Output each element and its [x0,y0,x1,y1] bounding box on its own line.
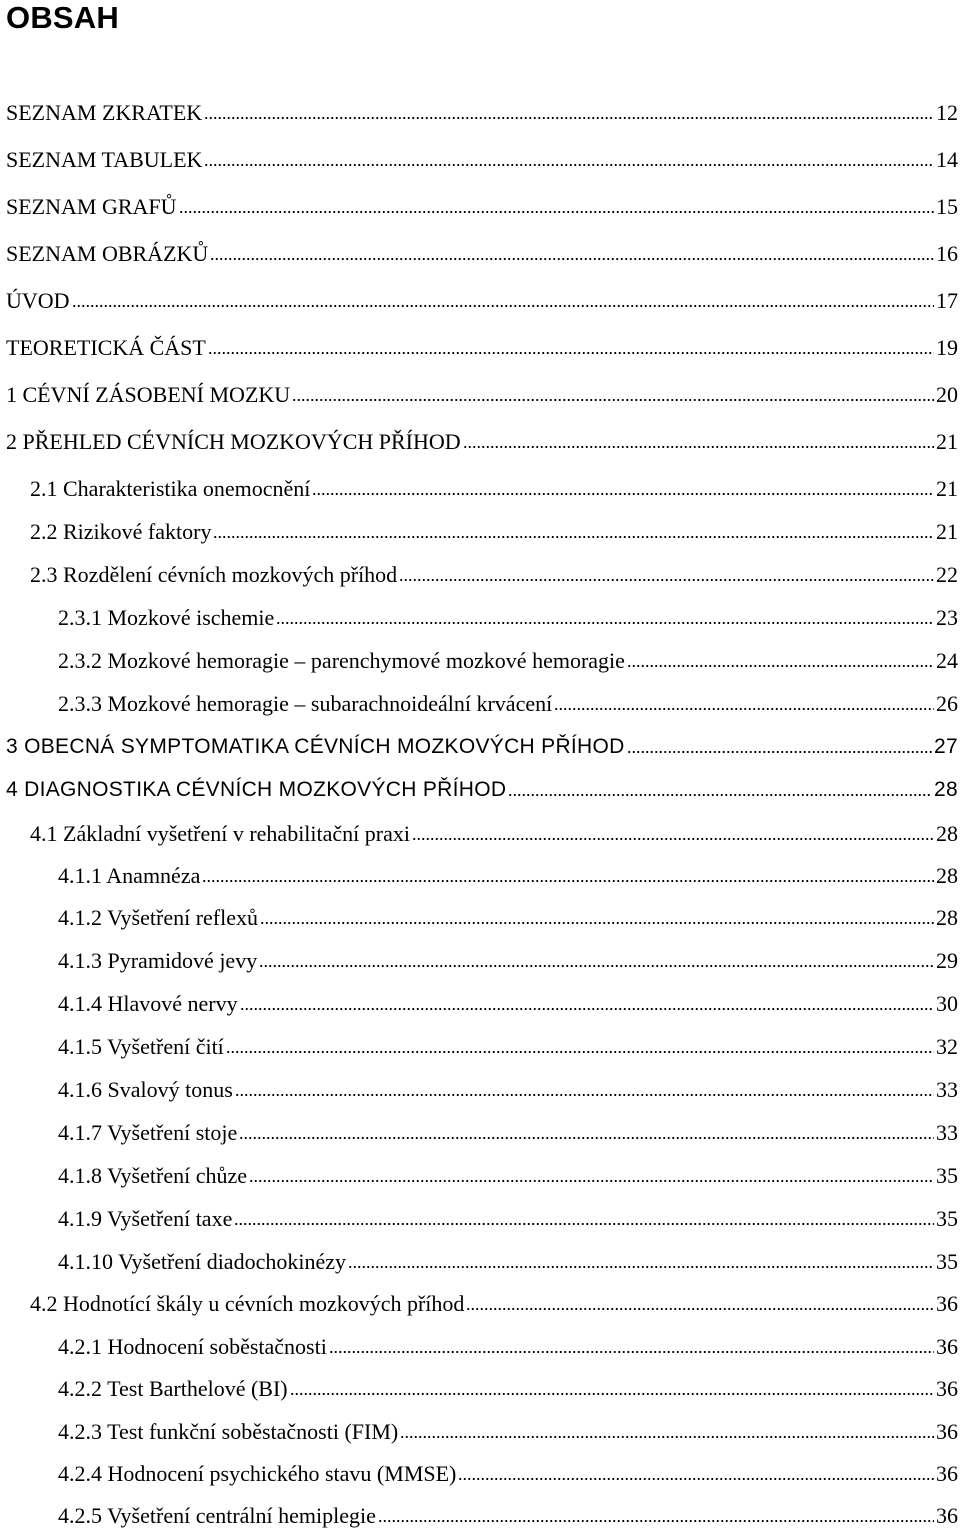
toc-entry[interactable] [58,1033,960,1061]
toc-entry[interactable] [6,428,960,456]
toc-page-number: 27 [934,735,958,758]
toc-entry-label: 2.3.1 Mozkové ischemie [58,605,275,630]
toc-page-number: 21 [936,476,958,501]
toc-entry[interactable] [30,561,960,589]
toc-entry-label: 4.1.4 Hlavové nervy [58,991,238,1016]
toc-dot-leader [458,1476,934,1482]
toc-dot-leader [260,920,934,926]
toc-entry-label: 2.2 Rizikové faktory [30,519,212,544]
toc-dot-leader [400,1434,934,1440]
toc-entry-label: 2.3 Rozdělení cévních mozkových příhod [30,562,398,587]
toc-entry[interactable] [6,146,960,174]
page-title: OBSAH [6,0,119,35]
toc-entry[interactable] [6,334,960,362]
toc-page-number: 12 [936,100,958,125]
toc-entry[interactable] [58,947,960,975]
toc-entry[interactable] [58,1375,960,1403]
toc-page-number: 28 [934,778,958,801]
toc-dot-leader [204,162,934,168]
toc-entry-label: ÚVOD [6,288,70,313]
toc-dot-leader [412,836,934,842]
toc-entry-label: 4.1.2 Vyšetření reflexů [58,905,258,930]
toc-entry[interactable] [58,1162,960,1190]
toc-entry[interactable] [30,475,960,503]
toc-entry[interactable] [6,99,960,127]
toc-dot-leader [239,1135,934,1141]
toc-entry[interactable] [58,1418,960,1446]
toc-dot-leader [554,706,934,712]
toc-entry-label: 4.1.8 Vyšetření chůze [58,1163,247,1188]
toc-page-number: 28 [936,821,958,846]
toc-entry-label: 4 DIAGNOSTIKA CÉVNÍCH MOZKOVÝCH PŘÍHOD [6,778,507,801]
toc-page-number: 33 [936,1120,958,1145]
toc-entry-label: 4.1 Základní vyšetření v rehabilitační praxi [30,821,410,846]
toc-dot-leader [213,534,934,540]
toc-entry-label: 1 CÉVNÍ ZÁSOBENÍ MOZKU [6,382,291,407]
toc-entry[interactable] [58,862,960,890]
toc-entry-label: 2.3.2 Mozkové hemoragie – parenchymové mozkové hemoragie [58,648,625,673]
toc-dot-leader [463,444,934,450]
toc-page-number: 21 [936,519,958,544]
toc-entry[interactable] [58,690,960,718]
toc-entry[interactable] [58,1460,960,1488]
toc-dot-leader [312,491,934,497]
toc-entry[interactable] [30,820,960,848]
toc-entry[interactable] [58,647,960,675]
toc-entry[interactable] [30,1290,960,1318]
toc-dot-leader [292,397,934,403]
toc-entry[interactable] [30,518,960,546]
toc-entry-label: SEZNAM TABULEK [6,147,203,172]
toc-page-number: 36 [936,1503,958,1528]
toc-entry-label: SEZNAM OBRÁZKŮ [6,241,209,266]
toc-entry-label: 4.1.3 Pyramidové jevy [58,948,258,973]
toc-dot-leader [72,303,934,309]
toc-page-number: 16 [936,241,958,266]
toc-entry-label: 4.1.9 Vyšetření taxe [58,1206,233,1231]
toc-page-number: 17 [936,288,958,313]
toc-page-number: 36 [936,1376,958,1401]
toc-entry-label: 4.2 Hodnotící škály u cévních mozkových příhod [30,1291,465,1316]
toc-page-number: 28 [936,863,958,888]
toc-dot-leader [378,1518,934,1524]
toc-entry[interactable] [6,193,960,221]
toc-page-number: 30 [936,991,958,1016]
toc-page-number: 35 [936,1249,958,1274]
toc-page-number: 21 [936,429,958,454]
toc-entry[interactable] [58,604,960,632]
toc-entry[interactable] [58,1119,960,1147]
toc-dot-leader [329,1349,934,1355]
toc-entry[interactable] [6,240,960,268]
toc-entry-label: 4.2.5 Vyšetření centrální hemiplegie [58,1503,376,1528]
toc-entry-label: 4.1.7 Vyšetření stoje [58,1120,238,1145]
toc-entry-label: 2.1 Charakteristika onemocnění [30,476,311,501]
toc-entry-label: 4.2.3 Test funkční soběstačnosti (FIM) [58,1419,399,1444]
toc-entry-label: TEORETICKÁ ČÁST [6,335,206,360]
toc-page-number: 36 [936,1291,958,1316]
toc-dot-leader [208,350,934,356]
toc-dot-leader [210,256,934,262]
toc-dot-leader [204,115,934,121]
toc-dot-leader [226,1049,934,1055]
toc-entry[interactable] [6,776,960,804]
toc-dot-leader [202,878,934,884]
toc-entry[interactable] [58,1502,960,1530]
toc-page-number: 29 [936,948,958,973]
toc-entry-label: 2 PŘEHLED CÉVNÍCH MOZKOVÝCH PŘÍHOD [6,429,461,454]
toc-dot-leader [399,577,934,583]
toc-entry[interactable] [6,287,960,315]
toc-entry[interactable] [58,990,960,1018]
toc-dot-leader [508,792,932,798]
toc-page-number: 26 [936,691,958,716]
toc-entry[interactable] [58,1248,960,1276]
toc-entry-label: 3 OBECNÁ SYMPTOMATIKA CÉVNÍCH MOZKOVÝCH PŘÍHOD [6,735,625,758]
toc-dot-leader [466,1306,934,1312]
toc-page-number: 14 [936,147,958,172]
toc-entry[interactable] [58,1076,960,1104]
toc-dot-leader [234,1221,934,1227]
toc-dot-leader [249,1178,934,1184]
toc-page-number: 36 [936,1419,958,1444]
toc-page-number: 15 [936,194,958,219]
toc-entry[interactable] [58,1205,960,1233]
toc-page-number: 36 [936,1461,958,1486]
toc-dot-leader [348,1264,934,1270]
toc-page-number: 22 [936,562,958,587]
toc-entry-label: 4.2.1 Hodnocení soběstačnosti [58,1334,327,1359]
toc-entry-label: 2.3.3 Mozkové hemoragie – subarachnoideální krvácení [58,691,553,716]
toc-entry-label: 4.2.4 Hodnocení psychického stavu (MMSE) [58,1461,457,1486]
toc-page-number: 28 [936,905,958,930]
toc-entry[interactable] [6,381,960,409]
toc-page-number: 24 [936,648,958,673]
toc-entry[interactable] [58,1333,960,1361]
toc-entry-label: 4.1.10 Vyšetření diadochokinézy [58,1249,346,1274]
toc-page-number: 19 [936,335,958,360]
toc-dot-leader [627,749,932,755]
toc-entry-label: 4.1.6 Svalový tonus [58,1077,233,1102]
toc-page-number: 35 [936,1206,958,1231]
toc-dot-leader [240,1006,934,1012]
toc-entry[interactable] [58,904,960,932]
toc-page-number: 23 [936,605,958,630]
toc-entry[interactable] [6,733,960,761]
toc-entry-label: SEZNAM GRAFŮ [6,194,177,219]
toc-dot-leader [235,1092,934,1098]
toc-dot-leader [179,209,934,215]
toc-entry-label: 4.2.2 Test Barthelové (BI) [58,1376,288,1401]
toc-entry-label: SEZNAM ZKRATEK [6,100,203,125]
toc-page-number: 33 [936,1077,958,1102]
toc-page-number: 36 [936,1334,958,1359]
toc-dot-leader [627,663,934,669]
toc-entry-label: 4.1.5 Vyšetření čití [58,1034,224,1059]
toc-dot-leader [259,963,934,969]
toc-dot-leader [290,1391,934,1397]
toc-entry-label: 4.1.1 Anamnéza [58,863,201,888]
toc-page-number: 35 [936,1163,958,1188]
toc-page-number: 32 [936,1034,958,1059]
toc-dot-leader [276,620,934,626]
toc-page-number: 20 [936,382,958,407]
